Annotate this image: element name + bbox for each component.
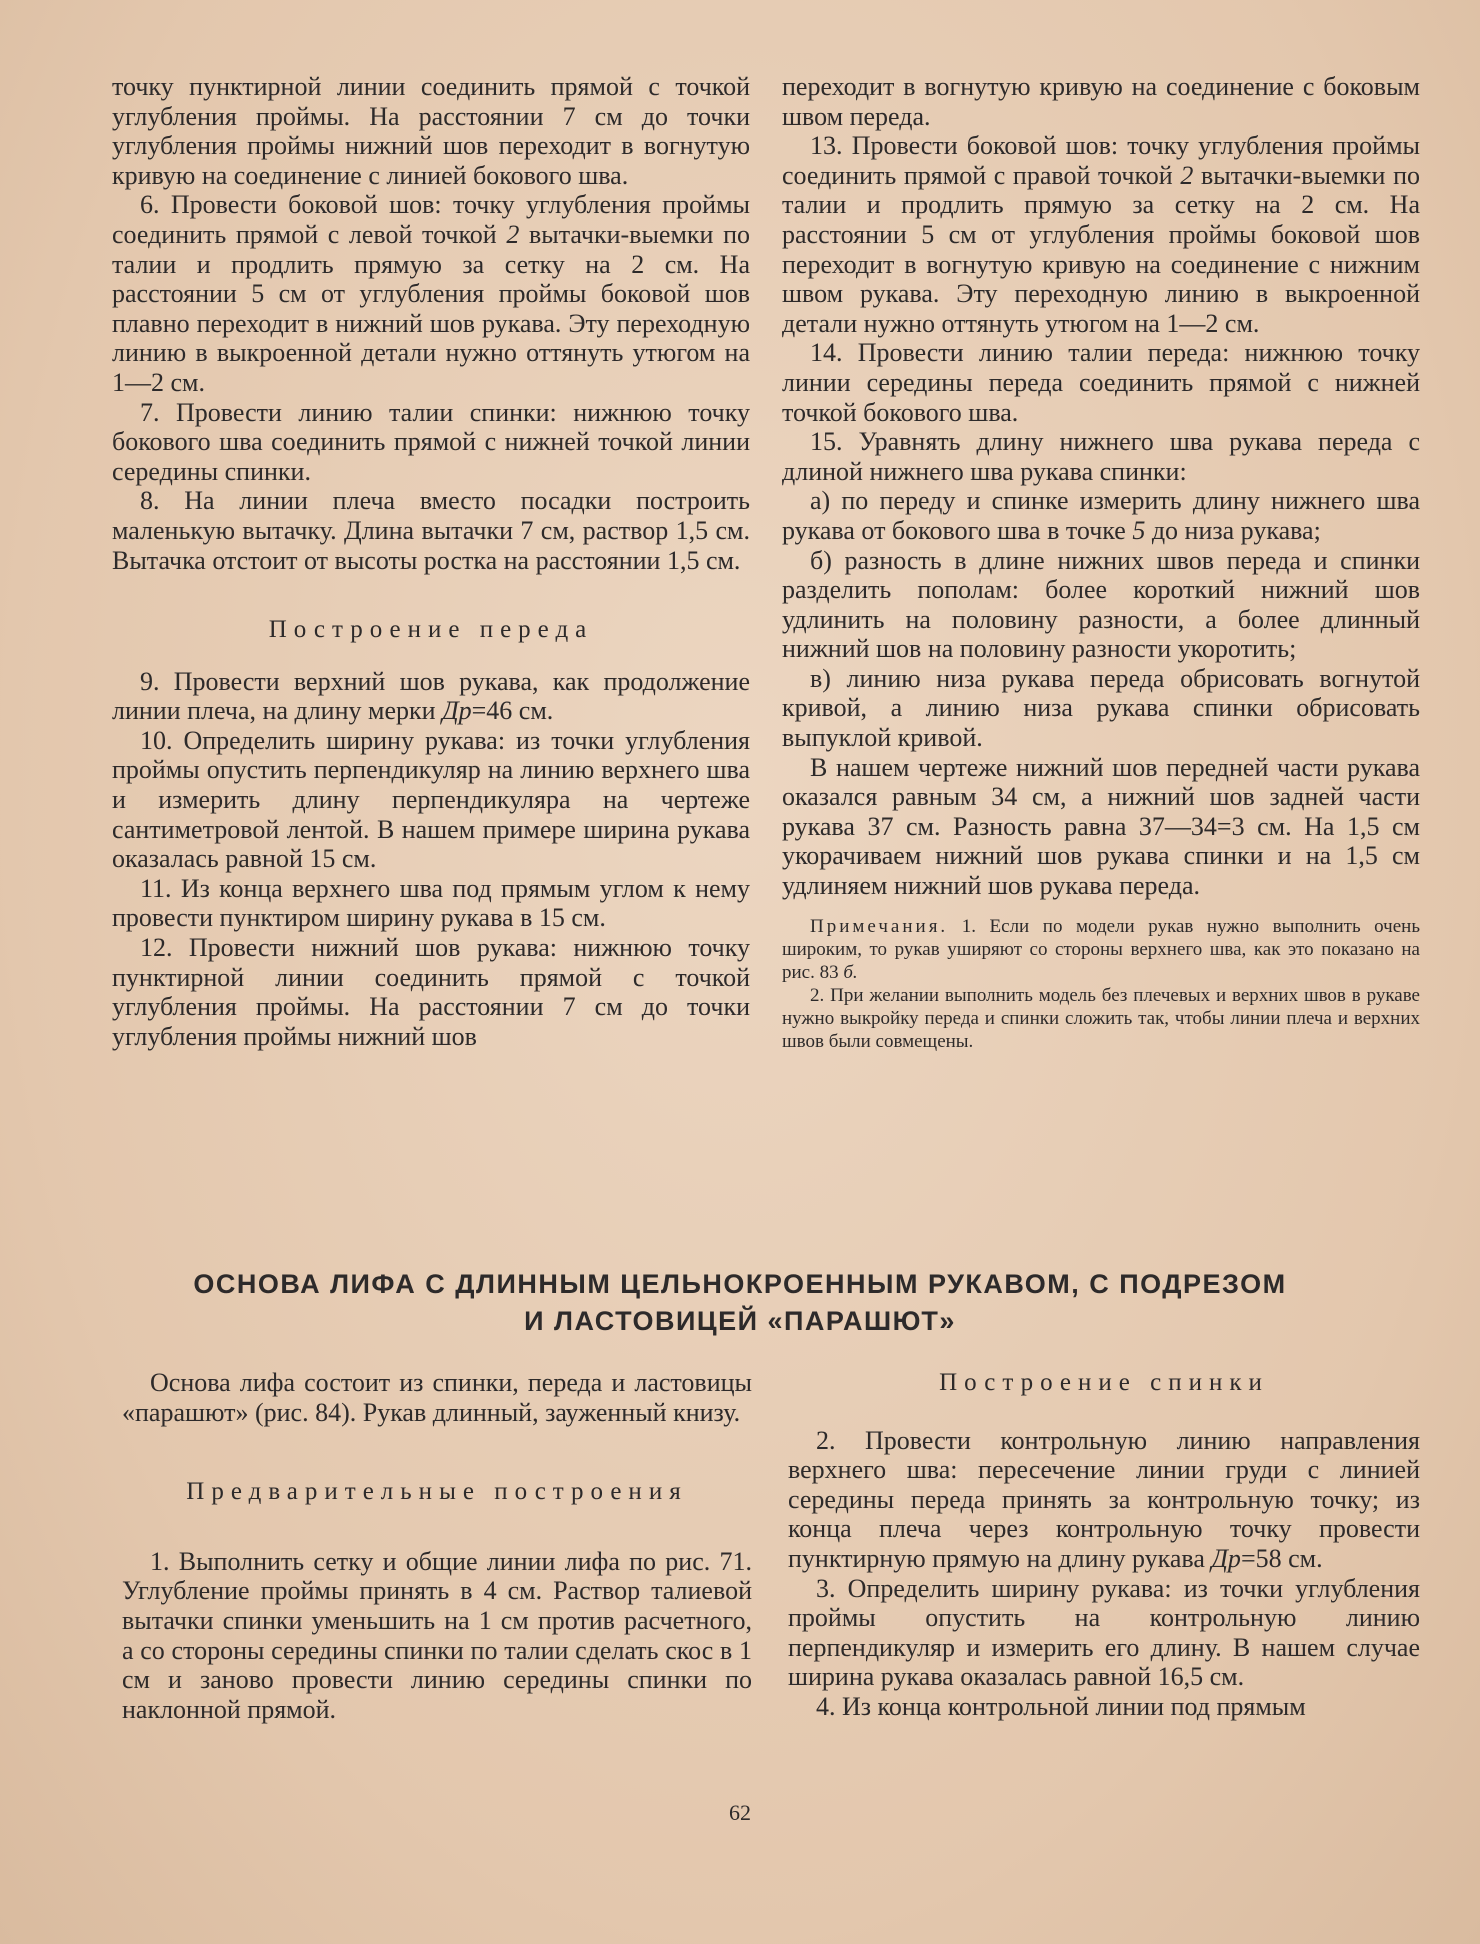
note-2: 2. При желании выполнить модель без плечевых и верхних швов в рукаве нужно выкройку переда и спинки сложить так, чтобы линии плеча и верхних швов были совмещены.: [782, 984, 1420, 1052]
paragraph-12: 12. Провести нижний шов рукава: нижнюю точку пунктирной линии соединить прямой с точкой углубления проймы. На расстоянии 7 см до точки углубления проймы нижний шов: [112, 933, 750, 1051]
paragraph-1: 1. Выполнить сетку и общие линии лифа по рис. 71. Углубление проймы принять в 4 см. Раствор талиевой вытачки спинки уменьшить на 1 см против расчетного, а со стороны середины спинки по талии сделать скос в 1 см и заново провести линию середины спинки по наклонной прямой.: [122, 1546, 752, 1724]
list-item: в) линию низа рукава переда обрисовать вогнутой кривой, а линию низа рукава спинки обрисовать выпуклой кривой.: [782, 663, 1420, 753]
chapter-title: [150, 1266, 1330, 1340]
paragraph-16: В нашем чертеже нижний шов передней части рукава оказался равным 34 см, а нижний шов задней части рукава 37 см. Разность равна 37—34=3 см. На 1,5 см укорачиваем нижний шов рукава спинки и на 1,5 см удлиняем нижний шов рукава переда.: [782, 752, 1420, 901]
intro-paragraph: Основа лифа состоит из спинки, переда и ластовицы «парашют» (рис. 84). Рукав длинный, зауженный книзу.: [122, 1368, 752, 1427]
chapter-title-line-1: ОСНОВА ЛИФА С ДЛИННЫМ ЦЕЛЬНОКРОЕННЫМ РУКАВОМ, С ПОДРЕЗОМ: [193, 1269, 1287, 1299]
list-item: б) разность в длине нижних швов переда и спинки разделить пополам: более короткий нижний шов удлинить на половину разности, а более длинный нижний шов на половину разности укоротить;: [782, 545, 1420, 664]
paragraph-2: 2. Провести контрольную линию направления верхнего шва: пересечение линии груди с линией середины переда принять за контрольную точку; из конца плеча через контрольную точку провести пунктирную прямую на длину рукава Др=58 см.: [788, 1425, 1420, 1573]
paragraph-11: 11. Из конца верхнего шва под прямым углом к нему провести пунктиром ширину рукава в 15 см.: [112, 873, 750, 933]
paragraph-15: 15. Уравнять длину нижнего шва рукава переда с длиной нижнего шва рукава спинки:: [782, 427, 1420, 486]
paragraph-9: 9. Провести верхний шов рукава, как продолжение линии плеча, на длину мерки Др=46 см.: [112, 666, 750, 726]
page-number: 62: [729, 1800, 751, 1825]
top-right-column: [782, 72, 1420, 1053]
section-heading-front: Построение переда: [268, 616, 594, 644]
paragraph-7: 7. Провести линию талии спинки: нижнюю точку бокового шва соединить прямой с нижней точкой линии середины спинки.: [112, 397, 750, 486]
top-left-column: [112, 72, 750, 1051]
paragraph-6: 6. Провести боковой шов: точку углубления проймы соединить прямой с левой точкой 2 вытачки-выемки по талии и продлить прямую за сетку на 2 см. На расстоянии 5 см от углубления проймы боковой шов плавно переходит в нижний шов рукава. Эту переходную линию в выкроенной детали нужно оттянуть утюгом на 1—2 см.: [112, 190, 751, 397]
chapter-title-line-2: И ЛАСТОВИЦЕЙ «ПАРАШЮТ»: [524, 1306, 956, 1336]
paragraph-10: 10. Определить ширину рукава: из точки углубления проймы опустить перпендикуляр на линию верхнего шва и измерить длину перпендикуляра на чертеже сантиметровой лентой. В нашем примере ширина рукава оказалась равной 15 см.: [112, 725, 750, 874]
paragraph-continuation: переходит в вогнутую кривую на соединение с боковым швом переда.: [782, 72, 1420, 131]
notes-block: [782, 915, 1420, 1053]
note-1: Примечания. 1. Если по модели рукав нужно выполнить очень широким, то рукав уширяют со стороны верхнего шва, как это показано на рис. 83 б.: [782, 915, 1420, 983]
paragraph-4: 4. Из конца контрольной линии под прямым: [816, 1691, 1306, 1721]
paragraph-continuation: точку пунктирной линии соединить прямой с точкой углубления проймы. На расстоянии 7 см до точки углубления проймы нижний шов переходит в вогнутую кривую на соединение с линией бокового шва.: [112, 72, 750, 190]
bottom-right-column: [788, 1368, 1420, 1722]
paragraph-15-subitems: [782, 486, 1420, 752]
section-heading-back: Построение спинки: [939, 1369, 1269, 1396]
paragraph-13: 13. Провести боковой шов: точку углубления проймы соединить прямой с правой точкой 2 вытачки-выемки по талии и продлить прямую за сетку на 2 см. На расстоянии 5 см от углубления проймы боковой шов переходит в вогнутую кривую на соединение с нижним швом рукава. Эту переходную линию в выкроенной детали нужно оттянуть утюгом на 1—2 см.: [782, 131, 1421, 338]
list-item: а) по переду и спинке измерить длину нижнего шва рукава от бокового шва в точке 5 до низа рукава;: [782, 486, 1420, 545]
paragraph-3: 3. Определить ширину рукава: из точки углубления проймы опустить на контрольную линию перпендикуляр и измерить его длину. В нашем случае ширина рукава оказалась равной 16,5 см.: [788, 1573, 1420, 1692]
bottom-left-column: [122, 1368, 752, 1724]
paragraph-14: 14. Провести линию талии переда: нижнюю точку линии середины переда соединить прямой с нижней точкой бокового шва.: [782, 338, 1420, 427]
section-heading-preliminary: Предварительные построения: [186, 1478, 688, 1506]
paragraph-8: 8. На линии плеча вместо посадки построить маленькую вытачку. Длина вытачки 7 см, раствор 1,5 см. Вытачка отстоит от высоты ростка на расстоянии 1,5 см.: [112, 486, 750, 575]
